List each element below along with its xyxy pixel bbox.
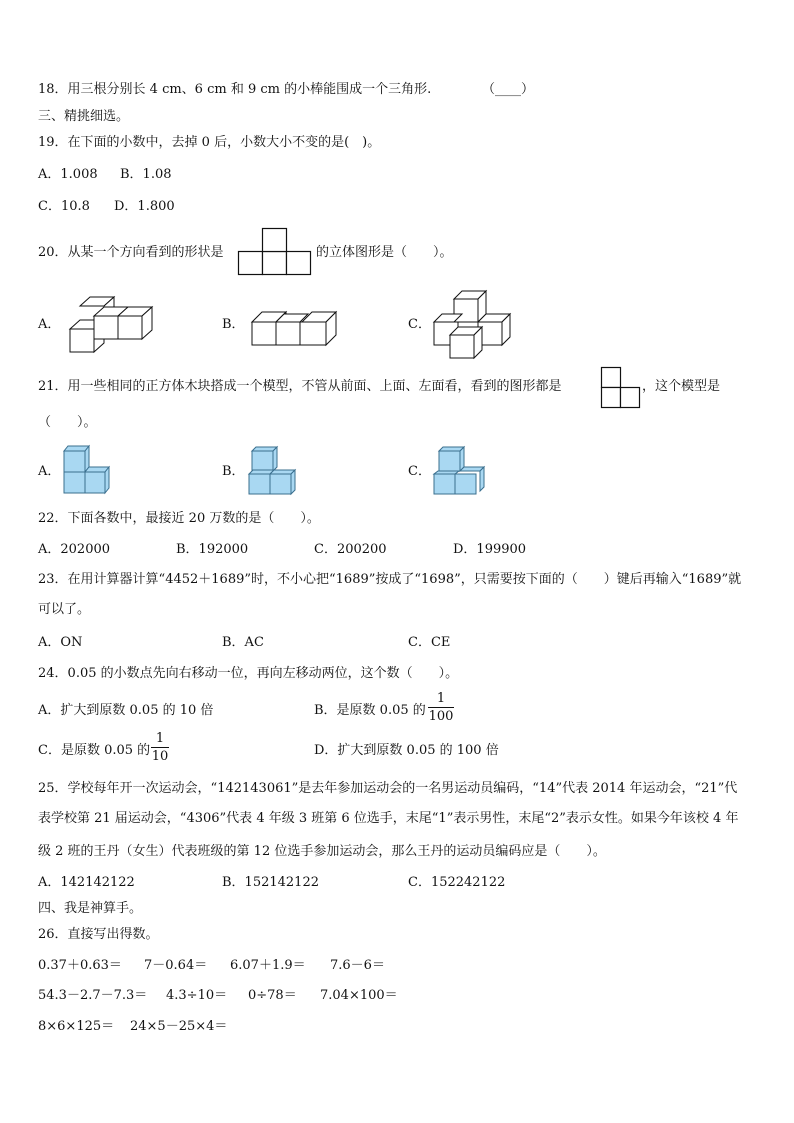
q26-expression: 0.37＋0.63＝: [38, 958, 122, 973]
fraction-numerator: 1: [436, 691, 446, 706]
q26-expression: 7－0.64＝: [144, 958, 208, 973]
fraction-denominator: 100: [428, 709, 454, 724]
q22-option-b[interactable]: B．192000: [176, 542, 249, 557]
section-3-heading: 三、精挑细选。: [38, 109, 130, 124]
q21-option-b-cubes-figure: [248, 446, 296, 496]
q24-option-b-fraction: [428, 691, 454, 724]
q20-option-b-label[interactable]: B．: [222, 317, 245, 332]
fraction-denominator: 10: [151, 749, 169, 764]
q20-option-a-label[interactable]: A．: [38, 317, 61, 332]
q21-option-a-label[interactable]: A．: [38, 464, 61, 479]
q19-option-c[interactable]: C．10.8: [38, 199, 90, 214]
q19-option-b[interactable]: B．1.08: [120, 167, 172, 182]
section-4-heading: 四、我是神算手。: [38, 901, 143, 916]
q21-view-shape-figure: [601, 367, 641, 409]
q24-option-c[interactable]: C．是原数 0.05 的: [38, 743, 151, 758]
q24-option-d[interactable]: D．扩大到原数 0.05 的 100 倍: [314, 743, 499, 758]
q24-option-b[interactable]: B．是原数 0.05 的: [314, 703, 426, 718]
q26-expression: 7.6－6＝: [330, 958, 385, 973]
q26-expression: 54.3－2.7－7.3＝: [38, 988, 148, 1003]
q21-stem-start: 21．用一些相同的正方体木块搭成一个模型，不管从前面、上面、左面看，看到的图形都是: [38, 379, 562, 394]
q23-option-a[interactable]: A．ON: [38, 635, 83, 650]
q23-option-b[interactable]: B．AC: [222, 635, 264, 650]
q20-view-shape-figure: [238, 228, 312, 276]
q21-option-c-cubes-figure: [433, 446, 485, 496]
q23-stem-line-2: 可以了。: [38, 602, 91, 617]
q26-expression: 24×5－25×4＝: [130, 1019, 228, 1034]
q25-stem-line-2: 表学校第 21 届运动会，“4306”代表 4 年级 3 班第 6 位选手，末尾“1”表示男性，末尾“2”表示女性。如果今年该校 4 年: [38, 811, 739, 826]
fraction-numerator: 1: [155, 731, 165, 746]
q26-stem: 26．直接写出得数。: [38, 927, 159, 942]
q21-stem-end: ，这个模型是: [642, 379, 721, 394]
q25-option-b[interactable]: B．152142122: [222, 875, 319, 890]
q22-option-c[interactable]: C．200200: [314, 542, 387, 557]
q19-stem: 19．在下面的小数中，去掉 0 后，小数大小不变的是( )。: [38, 135, 381, 150]
q22-option-a[interactable]: A．202000: [38, 542, 111, 557]
q25-stem-line-3: 级 2 班的王丹（女生）代表班级的第 12 位选手参加运动会，那么王丹的运动员编码应是（ ）。: [38, 844, 606, 859]
q20-option-c-label[interactable]: C．: [408, 317, 431, 332]
q20-stem-start: 20．从某一个方向看到的形状是: [38, 245, 224, 260]
q26-expression: 0÷78＝: [248, 988, 297, 1003]
q21-option-c-label[interactable]: C．: [408, 464, 431, 479]
q20-option-b-cubes-figure: [250, 300, 338, 350]
q26-expression: 4.3÷10＝: [166, 988, 228, 1003]
q20-stem-end: 的立体图形是（ ）。: [316, 245, 453, 260]
q25-option-a[interactable]: A．142142122: [38, 875, 135, 890]
q19-option-d[interactable]: D．1.800: [114, 199, 175, 214]
q21-option-b-label[interactable]: B．: [222, 464, 245, 479]
q26-expression: 7.04×100＝: [320, 988, 398, 1003]
q21-answer-paren[interactable]: （ ）。: [38, 415, 97, 430]
q25-option-c[interactable]: C．152242122: [408, 875, 506, 890]
q24-option-c-fraction: [151, 731, 169, 764]
q24-option-a[interactable]: A．扩大到原数 0.05 的 10 倍: [38, 703, 214, 718]
q22-option-d[interactable]: D．199900: [453, 542, 527, 557]
q23-option-c[interactable]: C．CE: [408, 635, 451, 650]
q26-expression: 6.07＋1.9＝: [230, 958, 306, 973]
q26-expression: 8×6×125＝: [38, 1019, 115, 1034]
q23-stem-line-1: 23．在用计算器计算“4452＋1689”时，不小心把“1689”按成了“1698”，只需要按下面的（ ）键后再输入“1689”就: [38, 572, 742, 587]
q21-option-a-cubes-figure: [63, 444, 109, 494]
q20-option-a-cubes-figure: [66, 296, 156, 354]
q20-option-c-cubes-figure: [432, 289, 514, 361]
q18-text: 18．用三根分别长 4 cm、6 cm 和 9 cm 的小棒能围成一个三角形.: [38, 82, 432, 97]
q19-option-a[interactable]: A．1.008: [38, 167, 98, 182]
q18-answer-blank[interactable]: （____）: [482, 82, 535, 97]
q25-stem-line-1: 25．学校每年开一次运动会，“142143061”是去年参加运动会的一名男运动员编码，“14”代表 2014 年运动会，“21”代: [38, 781, 738, 796]
q24-stem: 24．0.05 的小数点先向右移动一位，再向左移动两位，这个数（ ）。: [38, 666, 459, 681]
q22-stem: 22．下面各数中，最接近 20 万数的是（ ）。: [38, 511, 320, 526]
